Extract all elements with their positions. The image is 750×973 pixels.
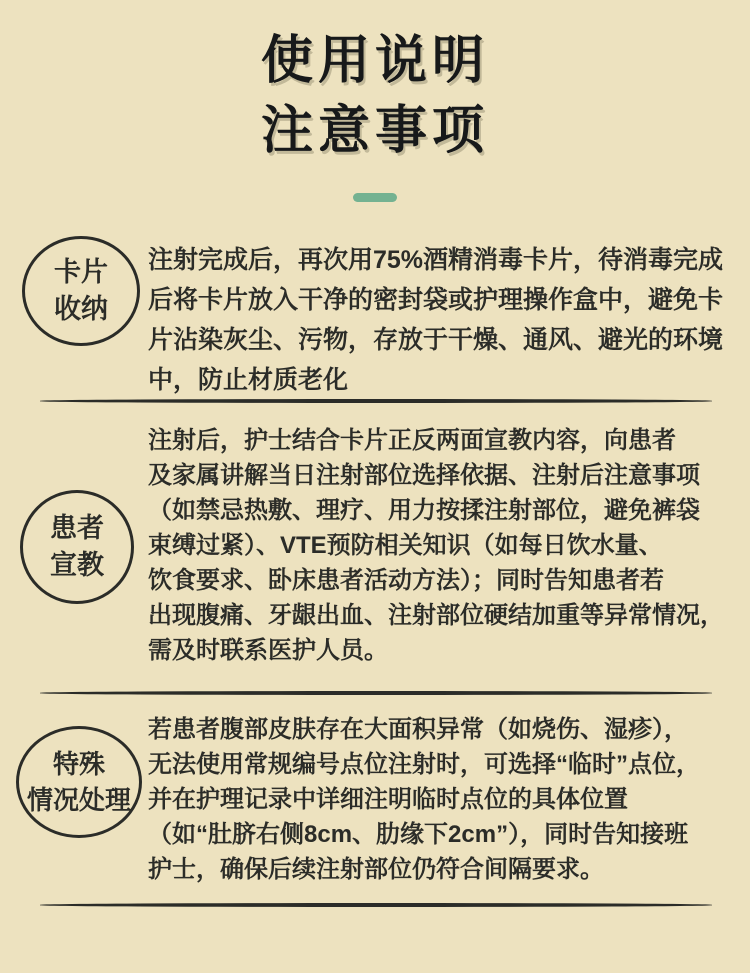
section-text-special-cases [148,712,700,887]
text-line: 注射后，护士结合卡片正反两面宣教内容，向患者 [148,427,676,454]
text-line: 饮食要求、卧床患者活动方法）；同时告知患者若 [148,567,664,594]
text-line: 及家属讲解当日注射部位选择依据、注射后注意事项 [148,462,700,489]
text-line: 并在护理记录中详细注明临时点位的具体位置 [148,786,628,813]
section-badge-patient-education [20,490,134,604]
section-text-card-storage [148,240,723,400]
badge-label-line: 患者 [50,513,104,543]
badge-label-line: 卡片 [54,257,108,287]
badge-label-line: 特殊 [52,749,105,779]
text-line: 中，防止材质老化 [148,366,349,394]
section-badge-special-cases [16,726,142,838]
text-line: 束缚过紧）、VTE预防相关知识（如每日饮水量、 [148,532,663,559]
page-title-line-2: 注意事项 [260,102,489,160]
text-line: 无法使用常规编号点位注射时，可选择“临时”点位， [148,751,700,778]
text-line: 后将卡片放入干净的密封袋或护理操作盒中，避免卡 [148,286,724,314]
page-title-line-1: 使用说明 [260,32,489,90]
title-accent-divider [353,193,397,202]
page-title [0,26,750,166]
section-divider [40,399,712,403]
text-line: 需及时联系医护人员。 [148,637,388,664]
text-line: 若患者腹部皮肤存在大面积异常（如烧伤、湿疹）， [148,716,688,743]
section-divider [40,903,712,907]
badge-label-line: 情况处理 [26,785,131,815]
badge-label-line: 收纳 [54,294,108,324]
text-line: 出现腹痛、牙龈出血、注射部位硬结加重等异常情况， [148,602,724,629]
badge-label-line: 宣教 [50,550,104,580]
section-badge-card-storage [22,236,140,346]
section-divider [40,691,712,695]
text-line: 片沾染灰尘、污物，存放于干燥、通风、避光的环境 [148,326,724,354]
section-text-patient-education [148,423,724,668]
text-line: （如禁忌热敷、理疗、用力按揉注射部位，避免裤袋 [148,497,700,524]
text-line: 注射完成后，再次用75%酒精消毒卡片，待消毒完成 [148,246,724,274]
text-line: （如“肚脐右侧8cm、肋缘下2cm”），同时告知接班 [148,821,689,848]
text-line: 护士，确保后续注射部位仍符合间隔要求。 [148,856,604,883]
